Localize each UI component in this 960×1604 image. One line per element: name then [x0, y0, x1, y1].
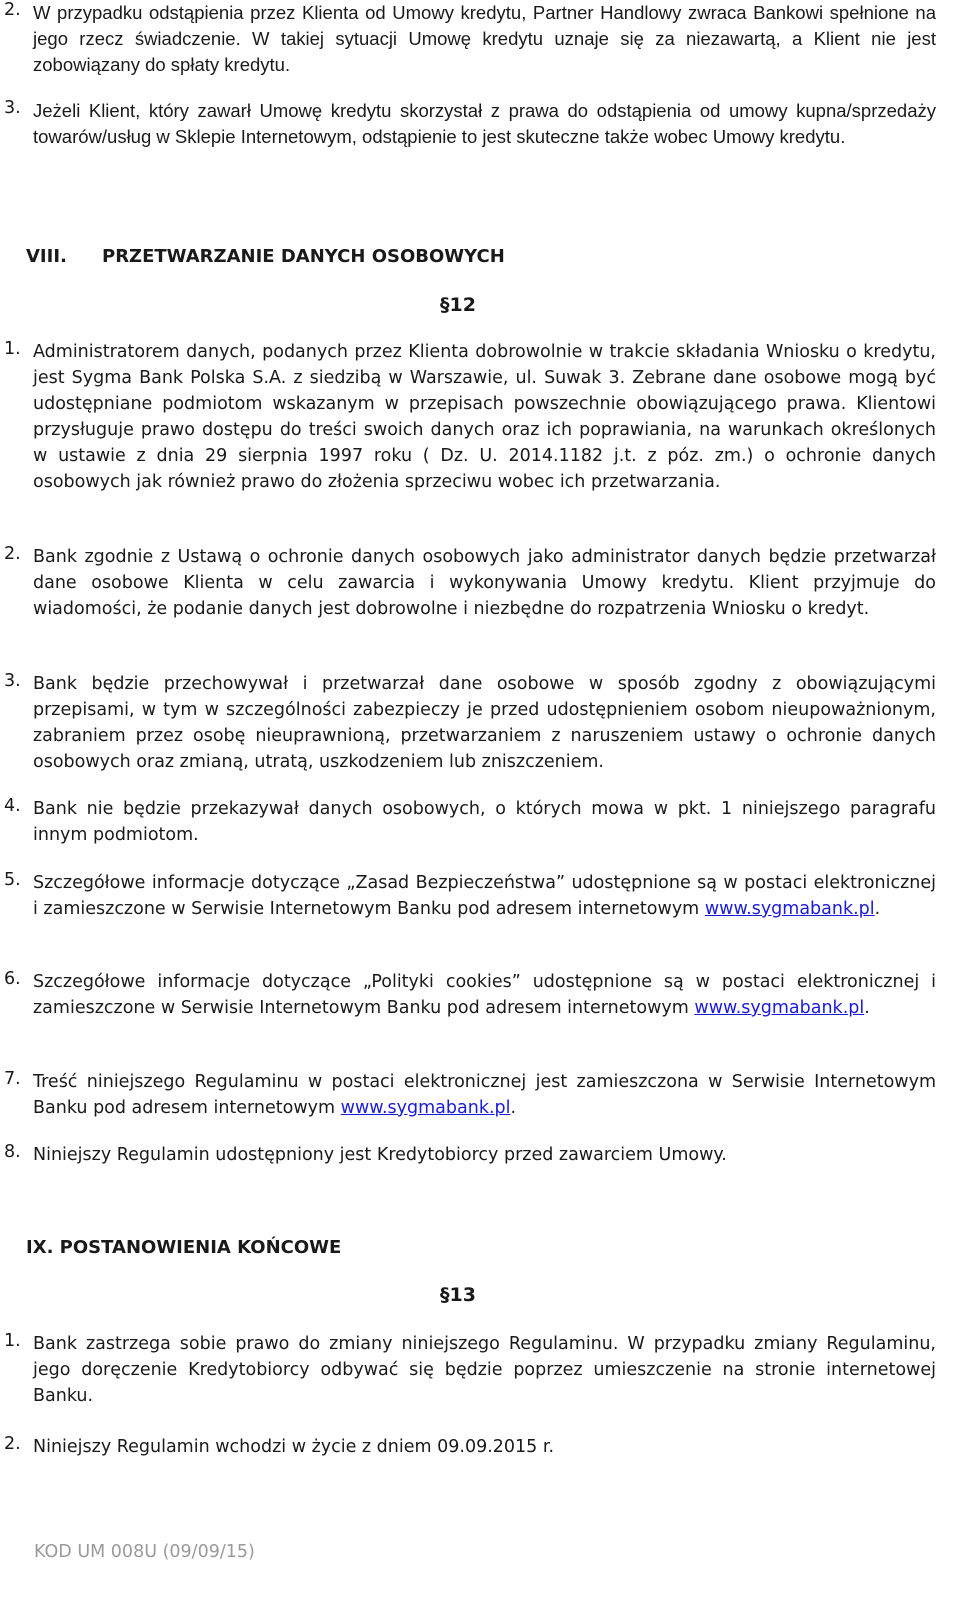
paragraph-number: §12: [440, 294, 476, 316]
list-item: [4, 0, 936, 78]
item-punct: .: [864, 998, 870, 1018]
paragraph-number: §13: [440, 1284, 476, 1306]
item-number: 7.: [4, 1069, 21, 1089]
item-punct: .: [874, 899, 881, 919]
item-text: Bank zgodnie z Ustawą o ochronie danych osobowych jako administrator danych będzie przetwarzał dane osobowe Klienta w celu zawarcia i wykonywania Umowy kredytu. Klient przyjmuje do wiadomości, że podanie danych jest dobrowolne i niezbędne do rozpatrzenia Wniosku o kredyt.: [33, 547, 936, 619]
item-body: Szczegółowe informacje dotyczące „Polityki cookies” udostępnione są w postaci elektronicznej i zamieszczone w Serwisie Internetowym Banku pod adresem internetowym: [33, 972, 936, 1018]
list-item: [4, 796, 936, 848]
item-text: Niniejszy Regulamin wchodzi w życie z dniem 09.09.2015 r.: [33, 1437, 555, 1457]
item-punct: .: [510, 1098, 517, 1118]
item-text: Niniejszy Regulamin udostępniony jest Kredytobiorcy przed zawarciem Umowy.: [33, 1145, 727, 1165]
sygmabank-link[interactable]: www.sygmabank.pl: [694, 998, 865, 1018]
list-item: [4, 671, 936, 775]
section-number: VIII.: [26, 246, 67, 267]
item-number: 6.: [4, 969, 21, 989]
item-number: 1.: [4, 339, 21, 359]
item-number: 8.: [4, 1142, 21, 1162]
item-number: 1.: [4, 1331, 21, 1351]
list-item: [4, 1069, 936, 1121]
item-number: 2.: [4, 0, 21, 20]
list-item: [4, 98, 936, 150]
sygmabank-link[interactable]: www.sygmabank.pl: [704, 899, 875, 919]
item-text: Bank nie będzie przekazywał danych osobowych, o których mowa w pkt. 1 niniejszego paragrafu innym podmiotom.: [33, 799, 936, 845]
item-text: Jeżeli Klient, który zawarł Umowę kredytu skorzystał z prawa do odstąpienia od umowy kupna/sprzedaży towarów/usług w Sklepie Internetowym, odstąpienie to jest skuteczne także wobec Umowy kredytu.: [33, 100, 936, 147]
list-item: [4, 544, 936, 622]
list-item: [4, 1434, 936, 1460]
item-number: 3.: [4, 671, 21, 691]
item-number: 5.: [4, 870, 21, 890]
list-item: [4, 870, 936, 922]
list-item: [4, 339, 936, 495]
item-text: Bank zastrzega sobie prawo do zmiany niniejszego Regulaminu. W przypadku zmiany Regulaminu, jego doręczenie Kredytobiorcy odbywać się będzie poprzez umieszczenie na stronie internetowej Banku.: [33, 1334, 936, 1406]
section-title: PRZETWARZANIE DANYCH OSOBOWYCH: [102, 246, 505, 267]
item-text: Administratorem danych, podanych przez Klienta dobrowolnie w trakcie składania Wniosku o kredytu, jest Sygma Bank Polska S.A. z siedzibą w Warszawie, ul. Suwak 3. Zebrane dane osobowe mogą być udostępniane podmiotom wskazanym w przepisach powszechnie obowiązującego prawa. Klientowi przysługuje prawo dostępu do treści swoich danych oraz ich poprawiania, na warunkach określonych w ustawie z dnia 29 sierpnia 1997 roku ( Dz. U. 2014.1182 j.t. z póz. zm.) o ochronie danych osobowych jak również prawo do złożenia sprzeciwu wobec ich przetwarzania.: [33, 342, 936, 492]
item-text: W przypadku odstąpienia przez Klienta od Umowy kredytu, Partner Handlowy zwraca Bankowi spełnione na jego rzecz świadczenie. W takiej sytuacji Umowę kredytu uznaje się za niezawartą, a Klient nie jest zobowiązany do spłaty kredytu.: [33, 2, 936, 75]
section-title: IX. POSTANOWIENIA KOŃCOWE: [26, 1237, 342, 1258]
item-text: [33, 969, 936, 1021]
item-text: [33, 1069, 936, 1121]
list-item: [4, 1331, 936, 1409]
list-item: [4, 1142, 936, 1168]
item-body: Treść niniejszego Regulaminu w postaci elektronicznej jest zamieszczona w Serwisie Internetowym Banku pod adresem internetowym: [33, 1072, 936, 1118]
item-text: [33, 870, 936, 922]
item-number: 2.: [4, 544, 21, 564]
list-item: [4, 969, 936, 1021]
sygmabank-link[interactable]: www.sygmabank.pl: [340, 1098, 511, 1118]
item-text: Bank będzie przechowywał i przetwarzał dane osobowe w sposób zgodny z obowiązującymi przepisami, w tym w szczególności zabezpieczy je przed udostępnieniem osobom nieupoważnionym, zabraniem przez osobę nieuprawnioną, przetwarzaniem z naruszeniem ustawy o ochronie danych osobowych oraz zmianą, utratą, uszkodzeniem lub zniszczeniem.: [33, 674, 936, 772]
item-body: Szczegółowe informacje dotyczące „Zasad Bezpieczeństwa” udostępnione są w postaci elektronicznej i zamieszczone w Serwisie Internetowym Banku pod adresem internetowym: [33, 873, 936, 919]
item-number: 4.: [4, 796, 21, 816]
item-number: 2.: [4, 1434, 21, 1454]
item-number: 3.: [4, 98, 21, 118]
document-code: KOD UM 008U (09/09/15): [34, 1542, 255, 1562]
